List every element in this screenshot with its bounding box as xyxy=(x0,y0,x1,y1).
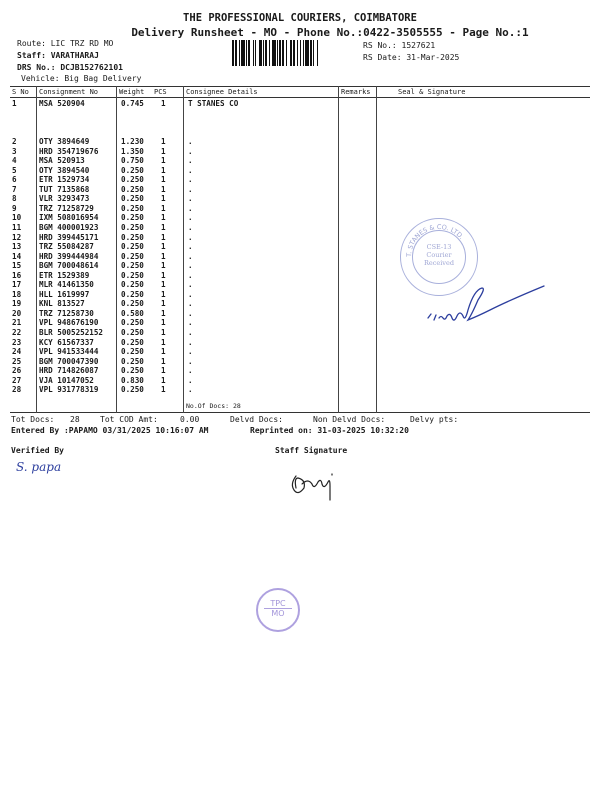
cell-consignee: . xyxy=(188,242,193,252)
cell-sno: 17 xyxy=(12,280,22,290)
table-bottom-border xyxy=(10,412,590,413)
cell-cno: MSA 520904 xyxy=(39,99,85,108)
cell-pcs: 1 xyxy=(161,213,166,223)
delvy-pts-label: Delvy pts: xyxy=(410,415,459,424)
cell-pcs: 1 xyxy=(161,337,166,347)
runsheet-subtitle: Delivery Runsheet - MO - Phone No.:0422-3505555 - Page No.:1 xyxy=(131,26,529,39)
cell-pcs: 1 xyxy=(161,328,166,337)
cell-weight: 0.250 xyxy=(121,232,144,242)
cell-sno: 2 xyxy=(12,137,17,146)
cell-cno: TRZ 55084287 xyxy=(39,242,94,252)
cell-cno: HRD 399445171 xyxy=(39,232,99,242)
cell-sno: 13 xyxy=(12,242,22,252)
cell-pcs: 1 xyxy=(161,184,166,194)
rs-date: RS Date: 31-Mar-2025 xyxy=(363,53,460,62)
cell-sno: 16 xyxy=(12,270,22,280)
cell-pcs: 1 xyxy=(161,261,166,271)
cell-sno: 27 xyxy=(12,375,22,385)
cell-weight: 0.250 xyxy=(121,318,144,328)
cell-sno: 6 xyxy=(12,175,17,185)
cell-cno: OTY 3894649 xyxy=(39,137,90,146)
cell-consignee: . xyxy=(188,184,193,194)
cell-cno: TRZ 71258729 xyxy=(39,203,94,213)
cell-pcs: 1 xyxy=(161,222,166,232)
col-header-sno: S No xyxy=(12,88,29,96)
cell-pcs: 1 xyxy=(161,318,166,328)
seal-outer-text: T. STANES & CO. LTD. xyxy=(404,222,466,258)
col-divider xyxy=(338,86,339,413)
cell-pcs: 1 xyxy=(161,356,166,366)
cell-weight: 0.250 xyxy=(121,203,144,213)
company-title: THE PROFESSIONAL COURIERS, COIMBATORE xyxy=(183,12,417,24)
cell-sno: 24 xyxy=(12,347,22,357)
cell-sno: 26 xyxy=(12,366,22,376)
cell-pcs: 1 xyxy=(161,165,166,175)
table-top-border xyxy=(10,86,590,87)
col-header-consignment: Consignment No xyxy=(39,88,99,96)
cell-cno: OTY 3894540 xyxy=(39,165,90,175)
cell-consignee: . xyxy=(188,328,193,337)
cell-cno: BLR 5005252152 xyxy=(39,328,104,337)
cell-cno: HRD 714826087 xyxy=(39,366,99,376)
cell-consignee: . xyxy=(188,289,193,299)
cell-weight: 0.250 xyxy=(121,337,144,347)
col-header-seal: Seal & Signature xyxy=(398,88,466,96)
cell-consignee: . xyxy=(188,308,193,318)
cell-weight: 0.250 xyxy=(121,251,144,261)
cell-consignee: . xyxy=(188,194,193,204)
rs-number: RS No.: 1527621 xyxy=(363,41,436,50)
cell-sno: 25 xyxy=(12,356,22,366)
cell-sno: 18 xyxy=(12,289,22,299)
cell-weight: 0.250 xyxy=(121,356,144,366)
cell-weight: 0.250 xyxy=(121,280,144,290)
cell-cno: BGM 700048614 xyxy=(39,261,99,271)
cell-weight: 0.250 xyxy=(121,299,144,309)
cell-consignee: . xyxy=(188,156,193,166)
cell-cno: VJA 10147052 xyxy=(39,375,94,385)
cell-pcs: 1 xyxy=(161,99,166,108)
col-header-weight: Weight xyxy=(119,88,145,96)
cell-sno: 10 xyxy=(12,213,22,223)
cell-pcs: 1 xyxy=(161,299,166,309)
cell-cno: KNL 813527 xyxy=(39,299,85,309)
cell-sno: 1 xyxy=(12,99,17,108)
cell-weight: 0.250 xyxy=(121,261,144,271)
cell-cno: VPL 948676190 xyxy=(39,318,99,328)
cell-weight: 0.250 xyxy=(121,194,144,204)
cell-sno: 23 xyxy=(12,337,22,347)
cell-consignee: . xyxy=(188,137,193,146)
cell-weight: 1.230 xyxy=(121,137,144,146)
col-header-pcs: PCS xyxy=(154,88,167,96)
cell-pcs: 1 xyxy=(161,347,166,357)
cell-sno: 20 xyxy=(12,308,22,318)
tot-docs-label: Tot Docs: xyxy=(11,415,55,424)
cell-consignee: . xyxy=(188,280,193,290)
col-header-consignee: Consignee Details xyxy=(186,88,258,96)
col-divider xyxy=(183,86,184,413)
cell-cno: KCY 61567337 xyxy=(39,337,94,347)
table-header-border xyxy=(10,97,590,98)
cell-cno: TRZ 71258730 xyxy=(39,308,94,318)
cell-pcs: 1 xyxy=(161,308,166,318)
cell-weight: 0.250 xyxy=(121,289,144,299)
col-divider xyxy=(376,86,377,413)
cell-sno: 19 xyxy=(12,299,22,309)
cell-weight: 0.250 xyxy=(121,222,144,232)
cell-pcs: 1 xyxy=(161,232,166,242)
cell-consignee: . xyxy=(188,299,193,309)
cell-pcs: 1 xyxy=(161,137,166,146)
cell-cno: VPL 941533444 xyxy=(39,347,99,357)
cell-consignee: . xyxy=(188,261,193,271)
cell-weight: 0.250 xyxy=(121,347,144,357)
cell-consignee: . xyxy=(188,337,193,347)
route-label: Route: LIC TRZ RD MO xyxy=(17,39,114,48)
cell-weight: 1.350 xyxy=(121,146,144,156)
cell-consignee: . xyxy=(188,251,193,261)
cell-cno: HRD 399444984 xyxy=(39,251,99,261)
cell-pcs: 1 xyxy=(161,251,166,261)
cell-sno: 21 xyxy=(12,318,22,328)
cell-weight: 0.750 xyxy=(121,156,144,166)
verified-by-label: Verified By xyxy=(11,446,64,455)
cell-weight: 0.250 xyxy=(121,385,144,395)
cell-sno: 28 xyxy=(12,385,22,395)
cell-pcs: 1 xyxy=(161,242,166,252)
cell-pcs: 1 xyxy=(161,375,166,385)
cell-weight: 0.250 xyxy=(121,270,144,280)
cell-sno: 4 xyxy=(12,156,17,166)
col-divider xyxy=(36,86,37,413)
cell-cno: BGM 700047390 xyxy=(39,356,99,366)
cell-pcs: 1 xyxy=(161,203,166,213)
entered-by: Entered By :PAPAMO 03/31/2025 10:16:07 AM xyxy=(11,426,209,435)
cell-pcs: 1 xyxy=(161,175,166,185)
cell-consignee: . xyxy=(188,203,193,213)
cell-consignee: . xyxy=(188,366,193,376)
cell-weight: 0.250 xyxy=(121,366,144,376)
cell-pcs: 1 xyxy=(161,385,166,395)
cell-sno: 12 xyxy=(12,232,22,242)
cell-cno: HRD 354719676 xyxy=(39,146,99,156)
seal-line: Received xyxy=(424,259,454,267)
tot-cod-value: 0.00 xyxy=(180,415,200,424)
cell-pcs: 1 xyxy=(161,146,166,156)
cell-pcs: 1 xyxy=(161,156,166,166)
barcode xyxy=(232,40,349,66)
cell-pcs: 1 xyxy=(161,366,166,376)
cell-sno: 14 xyxy=(12,251,22,261)
cell-cno: HLL 1619997 xyxy=(39,289,90,299)
receiver-signature xyxy=(425,280,555,332)
staff-signature xyxy=(288,470,348,504)
cell-consignee: . xyxy=(188,165,193,175)
verified-by-signature: S. papa xyxy=(16,460,62,474)
non-delvd-docs-label: Non Delvd Docs: xyxy=(313,415,386,424)
seal-line: Courier xyxy=(426,251,452,259)
cell-consignee: . xyxy=(188,213,193,223)
cell-weight: 0.250 xyxy=(121,328,144,337)
cell-cno: BGM 400001923 xyxy=(39,222,99,232)
cell-cno: VLR 3293473 xyxy=(39,194,90,204)
vehicle-label: Vehicle: Big Bag Delivery xyxy=(21,74,142,83)
cell-consignee: . xyxy=(188,222,193,232)
tpc-seal-stamp xyxy=(256,588,300,632)
cell-sno: 22 xyxy=(12,328,22,337)
cell-pcs: 1 xyxy=(161,270,166,280)
cell-sno: 9 xyxy=(12,203,17,213)
cell-sno: 7 xyxy=(12,184,17,194)
cell-cno: IXM 508016954 xyxy=(39,213,99,223)
cell-pcs: 1 xyxy=(161,280,166,290)
staff-signature-label: Staff Signature xyxy=(275,446,348,455)
cell-sno: 15 xyxy=(12,261,22,271)
cell-weight: 0.250 xyxy=(121,184,144,194)
cell-cno: ETR 1529389 xyxy=(39,270,90,280)
cell-cno: MSA 520913 xyxy=(39,156,85,166)
cell-weight: 0.745 xyxy=(121,99,144,108)
col-header-remarks: Remarks xyxy=(341,88,371,96)
cell-weight: 0.830 xyxy=(121,375,144,385)
cell-weight: 0.250 xyxy=(121,165,144,175)
cell-consignee: . xyxy=(188,270,193,280)
cell-consignee: . xyxy=(188,385,193,395)
cell-cno: TUT 7135868 xyxy=(39,184,90,194)
cell-cno: VPL 931778319 xyxy=(39,385,99,395)
no-of-docs: No.Of Docs: 28 xyxy=(186,402,241,410)
cell-consignee: . xyxy=(188,175,193,185)
barcode-bar xyxy=(318,40,319,66)
cell-pcs: 1 xyxy=(161,194,166,204)
tot-docs-value: 28 xyxy=(70,415,80,424)
drs-number: DRS No.: DCJB152762101 xyxy=(17,63,123,72)
seal-line: CSE-13 xyxy=(426,243,452,251)
cell-consignee: T STANES CO xyxy=(188,99,239,108)
cell-consignee: . xyxy=(188,347,193,357)
cell-consignee: . xyxy=(188,375,193,385)
reprinted-on: Reprinted on: 31-03-2025 10:32:20 xyxy=(250,426,409,435)
cell-weight: 0.250 xyxy=(121,242,144,252)
cell-consignee: . xyxy=(188,356,193,366)
cell-sno: 5 xyxy=(12,165,17,175)
delvd-docs-label: Delvd Docs: xyxy=(230,415,283,424)
tpc-seal-line: TPC xyxy=(270,599,286,608)
staff-label: Staff: VARATHARAJ xyxy=(17,51,99,60)
cell-consignee: . xyxy=(188,146,193,156)
cell-sno: 3 xyxy=(12,146,17,156)
cell-weight: 0.580 xyxy=(121,308,144,318)
cell-weight: 0.250 xyxy=(121,175,144,185)
tot-cod-label: Tot COD Amt: xyxy=(100,415,158,424)
cell-sno: 8 xyxy=(12,194,17,204)
cell-weight: 0.250 xyxy=(121,213,144,223)
cell-consignee: . xyxy=(188,318,193,328)
cell-consignee: . xyxy=(188,232,193,242)
cell-cno: ETR 1529734 xyxy=(39,175,90,185)
cell-cno: MLR 41461350 xyxy=(39,280,94,290)
col-divider xyxy=(116,86,117,413)
cell-pcs: 1 xyxy=(161,289,166,299)
cell-sno: 11 xyxy=(12,222,22,232)
tpc-seal-line: MO xyxy=(264,608,292,618)
